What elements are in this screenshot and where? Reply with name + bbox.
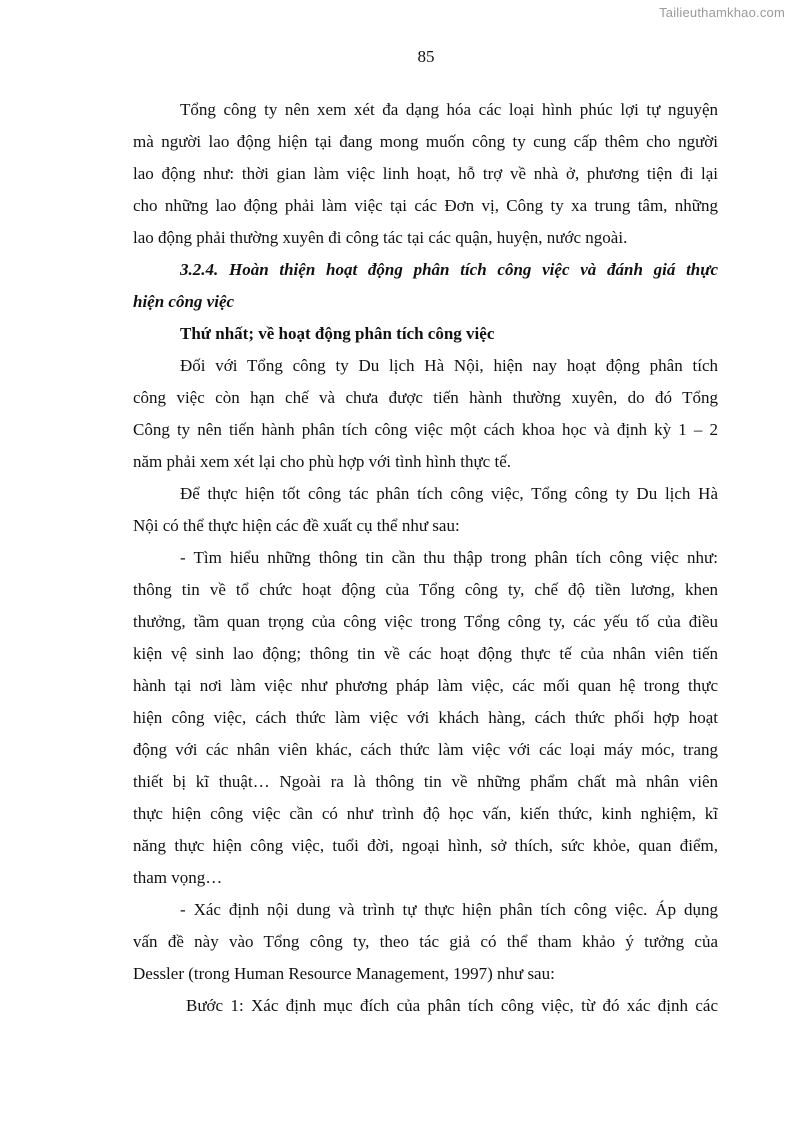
text-line: tham vọng…	[133, 868, 223, 887]
text-line: cho những lao động phải làm việc tại các Đơn vị, Công ty xa trung tâm, những	[133, 196, 718, 215]
paragraph	[133, 94, 718, 254]
document-body	[133, 94, 718, 1022]
text-line: hiện công việc, cách thức làm việc với khách hàng, cách thức phối hợp hoạt	[133, 708, 718, 727]
page-number: 85	[417, 47, 435, 66]
text-line: động với các nhân viên khác, cách thức làm việc với các loại máy móc, trang	[133, 740, 718, 759]
text-line: lao động như: thời gian làm việc linh hoạt, hỗ trợ về nhà ở, phương tiện đi lại	[133, 164, 718, 183]
text-line: - Xác định nội dung và trình tự thực hiện phân tích công việc. Áp dụng	[180, 900, 718, 919]
text-line: Bước 1: Xác định mục đích của phân tích công việc, từ đó xác định các	[186, 996, 718, 1015]
text-line: Dessler (trong Human Resource Management, 1997) như sau:	[133, 964, 555, 983]
text-line: kiện vệ sinh lao động; thông tin về các hoạt động thực tế của nhân viên tiến	[133, 644, 718, 663]
text-line: thực hiện công việc cần có như trình độ học vấn, kiến thức, kinh nghiệm, kĩ	[133, 804, 718, 823]
paragraph	[133, 478, 718, 542]
paragraph	[133, 990, 718, 1022]
text-line: hành tại nơi làm việc như phương pháp làm việc, các mối quan hệ trong thực	[133, 676, 718, 695]
text-line: năng thực hiện công việc, tuổi đời, ngoại hình, sở thích, sức khỏe, quan điểm,	[133, 836, 718, 855]
paragraph	[133, 894, 718, 990]
text-line: Để thực hiện tốt công tác phân tích công việc, Tổng công ty Du lịch Hà	[180, 484, 718, 503]
text-line: năm phải xem xét lại cho phù hợp với tình hình thực tế.	[133, 452, 511, 471]
text-line: thưởng, tầm quan trọng của công việc trong Tổng công ty, các yếu tố của điều	[133, 612, 718, 631]
text-line: Đối với Tổng công ty Du lịch Hà Nội, hiện nay hoạt động phân tích	[180, 356, 718, 375]
text-line: 3.2.4. Hoàn thiện hoạt động phân tích công việc và đánh giá thực	[180, 260, 718, 279]
text-line: Tổng công ty nên xem xét đa dạng hóa các loại hình phúc lợi tự nguyện	[180, 100, 718, 119]
watermark: Tailieuthamkhao.com	[659, 5, 785, 20]
text-line: hiện công việc	[133, 292, 235, 311]
text-line: Nội có thể thực hiện các đề xuất cụ thể như sau:	[133, 516, 460, 535]
subsection-heading	[133, 318, 718, 350]
paragraph	[133, 542, 718, 894]
section-heading	[133, 254, 718, 318]
text-line: vấn đề này vào Tổng công ty, theo tác giả có thể tham khảo ý tưởng của	[133, 932, 718, 951]
text-line: Thứ nhất; về hoạt động phân tích công việc	[180, 324, 495, 343]
text-line: - Tìm hiểu những thông tin cần thu thập trong phân tích công việc như:	[180, 548, 718, 567]
paragraph	[133, 350, 718, 478]
text-line: mà người lao động hiện tại đang mong muốn công ty cung cấp thêm cho người	[133, 132, 718, 151]
text-line: thông tin về tổ chức hoạt động của Tổng công ty, chế độ tiền lương, khen	[133, 580, 718, 599]
text-line: công việc còn hạn chế và chưa được tiến hành thường xuyên, do đó Tổng	[133, 388, 718, 407]
text-line: thiết bị kĩ thuật… Ngoài ra là thông tin về những phẩm chất mà nhân viên	[133, 772, 718, 791]
text-line: lao động phải thường xuyên đi công tác tại các quận, huyện, nước ngoài.	[133, 228, 628, 247]
text-line: Công ty nên tiến hành phân tích công việc một cách khoa học và định kỳ 1 – 2	[133, 420, 718, 439]
